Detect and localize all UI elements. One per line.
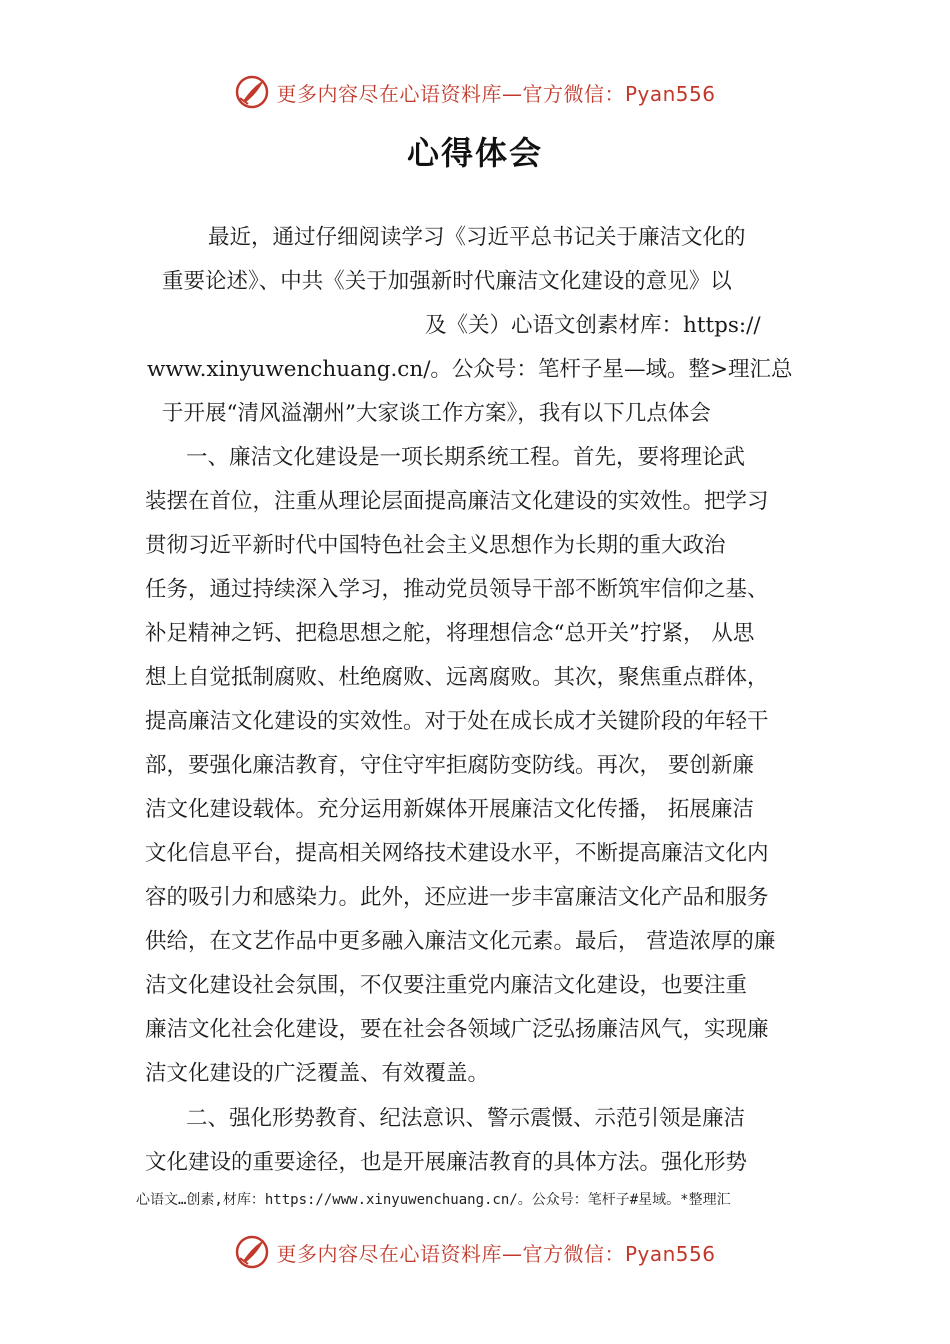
body-line: 任务，通过持续深入学习，推动党员领导干部不断筑牢信仰之基、 [145, 577, 769, 602]
body-line: 廉洁文化社会化建设，要在社会各领域广泛弘扬廉洁风气，实现廉 [145, 1017, 769, 1042]
body-line: 重要论述》、中共《关于加强新时代廉洁文化建设的意见》以 [162, 269, 732, 294]
quill-seal-icon [234, 1234, 270, 1270]
body-line: www.xinyuwenchuang.cn/。公众号：笔杆子星—域。整>理汇总 [147, 357, 793, 382]
body-line: 洁文化建设社会氛围，不仅要注重党内廉洁文化建设，也要注重 [145, 973, 748, 998]
body-line: 于开展“清风溢潮州”大家谈工作方案》，我有以下几点体会 [162, 401, 711, 426]
body-line: 洁文化建设的广泛覆盖、有效覆盖。 [145, 1061, 490, 1086]
watermark-text: 更多内容尽在心语资料库—官方微信：Pyan556 [276, 81, 716, 106]
body-line: 供给，在文艺作品中更多融入廉洁文化元素。最后， 营造浓厚的廉 [145, 929, 776, 954]
body-line: 文化建设的重要途径，也是开展廉洁教育的具体方法。强化形势 [145, 1150, 748, 1175]
body-line: 想上自觉抵制腐败、杜绝腐败、远离腐败。其次，聚焦重点群体， [145, 665, 769, 690]
body-line: 贯彻习近平新时代中国特色社会主义思想作为长期的重大政治 [145, 533, 726, 558]
body-line: 洁文化建设载体。充分运用新媒体开展廉洁文化传播， 拓展廉洁 [145, 797, 754, 822]
body-line: 补足精神之钙、把稳思想之舵，将理想信念“总开关”拧紧， 从思 [145, 621, 755, 646]
watermark-text: 更多内容尽在心语资料库—官方微信：Pyan556 [276, 1241, 716, 1266]
body-line: 二、强化形势教育、纪法意识、警示震慑、示范引领是廉洁 [186, 1106, 746, 1131]
body-line: 一、廉洁文化建设是一项长期系统工程。首先，要将理论武 [186, 445, 746, 470]
body-line: 容的吸引力和感染力。此外，还应进一步丰富廉洁文化产品和服务 [145, 885, 769, 910]
body-line: 及《关）心语文创素材库：https:// [425, 313, 761, 338]
body-line: 装摆在首位，注重从理论层面提高廉洁文化建设的实效性。把学习 [145, 489, 769, 514]
body-line: 部，要强化廉洁教育，守住守牢拒腐防变防线。再次， 要创新廉 [145, 753, 754, 778]
document-title: 心得体会 [406, 134, 543, 172]
footer-note: 心语文…创素,材库：https://www.xinyuwenchuang.cn/。公众号：笔杆子#星域。*整理汇 [136, 1192, 731, 1208]
body-line: 最近，通过仔细阅读学习《习近平总书记关于廉洁文化的 [208, 225, 746, 250]
body-line: 提高廉洁文化建设的实效性。对于处在成长成才关键阶段的年轻干 [145, 709, 769, 734]
body-line: 文化信息平台，提高相关网络技术建设水平，不断提高廉洁文化内 [145, 841, 769, 866]
watermark-banner-top [0, 72, 950, 112]
quill-seal-icon [234, 74, 270, 110]
watermark-banner-bottom [0, 1232, 950, 1272]
